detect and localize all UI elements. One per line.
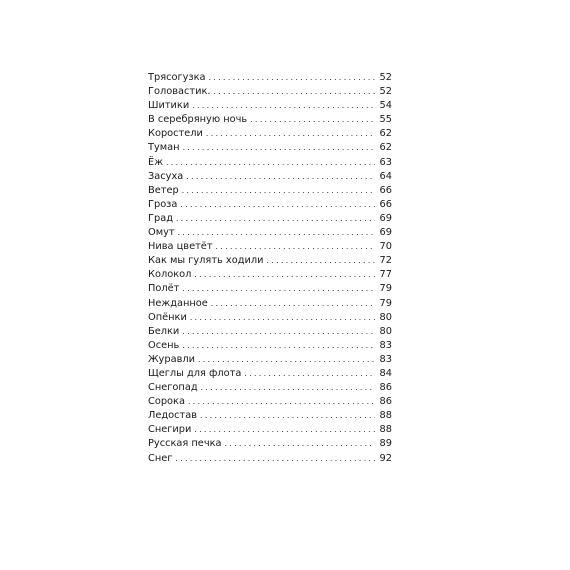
toc-entry-page: 66 <box>379 184 392 196</box>
dot-leader <box>194 268 375 282</box>
toc-entry-page: 70 <box>379 241 392 253</box>
toc-entry-page: 92 <box>379 452 392 464</box>
toc-entry <box>148 226 392 240</box>
dot-leader <box>176 212 375 226</box>
toc-entry-title: Полёт <box>148 283 180 295</box>
toc-entry <box>148 184 392 198</box>
toc-entry <box>148 437 392 451</box>
toc-entry-title: Засуха <box>148 170 184 182</box>
toc-entry-title: Снегири <box>148 424 192 436</box>
dot-leader <box>216 240 375 254</box>
toc-entry <box>148 170 392 184</box>
toc-entry-title: Нежданное <box>148 297 208 309</box>
toc-entry-title: Русская печка <box>148 438 222 450</box>
toc-entry-page: 79 <box>379 283 392 295</box>
dot-leader <box>192 99 375 113</box>
toc-entry-page: 80 <box>379 325 392 337</box>
toc-entry <box>148 395 392 409</box>
toc-entry-page: 55 <box>379 114 392 126</box>
dot-leader <box>166 156 375 170</box>
toc-entry <box>148 113 392 127</box>
toc-entry <box>148 423 392 437</box>
toc-entry <box>148 409 392 423</box>
toc-entry <box>148 85 392 99</box>
toc-entry-title: Шитики <box>148 100 190 112</box>
toc-entry-page: 88 <box>379 410 392 422</box>
dot-leader <box>182 184 375 198</box>
toc-entry-title: Нива цветёт <box>148 241 213 253</box>
toc-entry-page: 69 <box>379 227 392 239</box>
dot-leader <box>182 282 375 296</box>
toc-entry <box>148 353 392 367</box>
dot-leader <box>250 113 375 127</box>
dot-leader <box>201 381 375 395</box>
dot-leader <box>214 85 376 99</box>
toc-entry-page: 84 <box>379 367 392 379</box>
toc-entry-title: Головастик. <box>148 86 211 98</box>
toc-entry <box>148 156 392 170</box>
toc-entry <box>148 127 392 141</box>
toc-entry-page: 62 <box>379 142 392 154</box>
toc-entry-page: 88 <box>379 424 392 436</box>
toc-entry <box>148 311 392 325</box>
dot-leader <box>209 71 375 85</box>
toc-entry-page: 83 <box>379 353 392 365</box>
toc-entry <box>148 282 392 296</box>
dot-leader <box>180 198 375 212</box>
dot-leader <box>178 226 375 240</box>
toc-entry-page: 89 <box>379 438 392 450</box>
toc-entry-page: 64 <box>379 170 392 182</box>
toc-entry-page: 52 <box>379 86 392 98</box>
toc-entry-title: Снегопад <box>148 382 198 394</box>
dot-leader <box>267 254 376 268</box>
dot-leader <box>188 395 375 409</box>
toc-entry-title: Белки <box>148 325 180 337</box>
toc-entry-title: Трясогузка <box>148 72 206 83</box>
toc-entry <box>148 452 392 466</box>
toc-entry-page: 52 <box>379 72 392 83</box>
toc-entry-title: Снег <box>148 452 173 464</box>
toc-entry <box>148 325 392 339</box>
dot-leader <box>190 311 375 325</box>
toc-entry-title: Как мы гулять ходили <box>148 255 264 267</box>
dot-leader <box>225 437 375 451</box>
dot-leader <box>186 170 375 184</box>
dot-leader <box>198 353 375 367</box>
toc-entry-title: Осень <box>148 339 180 351</box>
toc-entry-title: Щеглы для флота <box>148 367 242 379</box>
toc-entry <box>148 141 392 155</box>
toc-entry-title: Ёж <box>148 156 164 168</box>
table-of-contents <box>148 71 392 466</box>
toc-entry-page: 72 <box>379 255 392 267</box>
dot-leader <box>200 409 375 423</box>
toc-entry-title: Колокол <box>148 269 192 281</box>
toc-entry-page: 62 <box>379 128 392 140</box>
toc-entry-page: 86 <box>379 396 392 408</box>
toc-entry <box>148 339 392 353</box>
toc-entry <box>148 367 392 381</box>
dot-leader <box>194 423 375 437</box>
dot-leader <box>182 339 375 353</box>
dot-leader <box>183 141 375 155</box>
toc-entry-title: В серебряную ночь <box>148 114 248 126</box>
dot-leader <box>182 325 375 339</box>
toc-entry <box>148 212 392 226</box>
toc-entry-title: Омут <box>148 227 175 239</box>
dot-leader <box>175 452 375 466</box>
toc-entry-page: 66 <box>379 198 392 210</box>
toc-entry-page: 86 <box>379 382 392 394</box>
toc-entry <box>148 297 392 311</box>
toc-entry-title: Сорока <box>148 396 185 408</box>
dot-leader <box>211 297 375 311</box>
toc-entry-page: 79 <box>379 297 392 309</box>
toc-entry <box>148 99 392 113</box>
toc-entry-page: 69 <box>379 212 392 224</box>
toc-entry-title: Град <box>148 212 173 224</box>
toc-entry-page: 63 <box>379 156 392 168</box>
toc-entry-title: Ледостав <box>148 410 198 422</box>
toc-entry <box>148 381 392 395</box>
toc-entry-title: Опёнки <box>148 311 187 323</box>
toc-entry-title: Коростели <box>148 128 203 140</box>
toc-entry-page: 77 <box>379 269 392 281</box>
toc-entry-title: Ветер <box>148 184 179 196</box>
dot-leader <box>206 127 375 141</box>
toc-entry <box>148 254 392 268</box>
toc-entry-page: 54 <box>379 100 392 112</box>
toc-entry-page: 83 <box>379 339 392 351</box>
toc-entry-title: Туман <box>148 142 180 154</box>
toc-entry <box>148 268 392 282</box>
toc-entry-title: Гроза <box>148 198 178 210</box>
toc-entry <box>148 71 392 85</box>
toc-entry-page: 80 <box>379 311 392 323</box>
toc-entry-title: Журавли <box>148 353 195 365</box>
dot-leader <box>244 367 375 381</box>
toc-entry <box>148 198 392 212</box>
toc-entry <box>148 240 392 254</box>
